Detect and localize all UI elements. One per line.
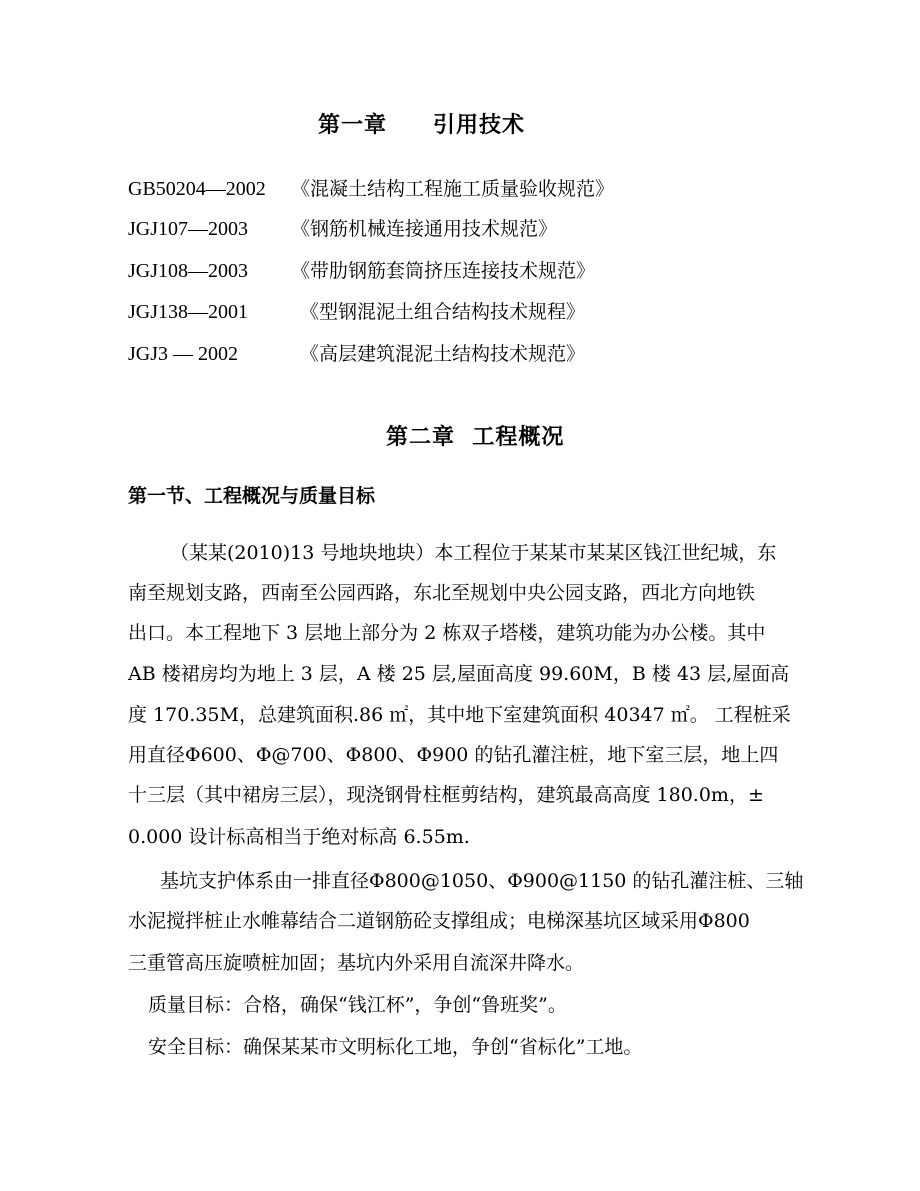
reference-title: 《混凝土结构工程施工质量验收规范》 bbox=[291, 178, 615, 200]
quality-goal: 质量目标：合格，确保“钱江杯”，争创“鲁班奖”。 bbox=[148, 994, 567, 1016]
safety-goal: 安全目标：确保某某市文明标化工地，争创“省标化”工地。 bbox=[148, 1036, 643, 1058]
reference-code: JGJ3 — 2002 bbox=[128, 343, 239, 365]
chapter-1-title: 第一章 引用技术 bbox=[318, 113, 526, 138]
section-1-title: 第一节、工程概况与质量目标 bbox=[128, 485, 376, 507]
reference-title: 《高层建筑混泥土结构技术规范》 bbox=[300, 343, 586, 365]
paragraph-1-line: 度 170.35M，总建筑面积.86 ㎡，其中地下室建筑面积 40347 ㎡。 工程桩采 bbox=[128, 704, 791, 726]
paragraph-1-line: 出口。本工程地下 3 层地上部分为 2 栋双子塔楼，建筑功能为办公楼。其中 bbox=[128, 622, 766, 644]
paragraph-1-line: 用直径Φ600、Φ@700、Φ800、Φ900 的钻孔灌注桩，地下室三层，地上四 bbox=[128, 744, 779, 766]
reference-code: JGJ107—2003 bbox=[128, 218, 249, 240]
paragraph-2-line: 水泥搅拌桩止水帷幕结合二道钢筋砼支撑组成；电梯深基坑区域采用Φ800 bbox=[128, 910, 750, 932]
reference-title: 《型钢混泥土组合结构技术规程》 bbox=[300, 301, 586, 323]
paragraph-1-line: AB 楼裙房均为地上 3 层，A 楼 25 层,屋面高度 99.60M，B 楼 43 层,屋面高 bbox=[128, 663, 790, 685]
paragraph-2-line: 三重管高压旋喷桩加固；基坑内外采用自流深井降水。 bbox=[128, 952, 585, 974]
paragraph-1-line: 南至规划支路，西南至公园西路，东北至规划中央公园支路，西北方向地铁 bbox=[128, 582, 756, 604]
chapter-2-title: 第二章 工程概况 bbox=[386, 425, 565, 450]
reference-code: JGJ108—2003 bbox=[128, 260, 249, 282]
reference-code: JGJ138—2001 bbox=[128, 301, 249, 323]
paragraph-2-line: 基坑支护体系由一排直径Φ800@1050、Φ900@1150 的钻孔灌注桩、三轴 bbox=[160, 870, 804, 892]
reference-code: GB50204—2002 bbox=[128, 178, 266, 200]
paragraph-1-line: 0.000 设计标高相当于绝对标高 6.55m. bbox=[128, 826, 470, 848]
paragraph-1-line: （某某(2010)13 号地块地块）本工程位于某某市某某区钱江世纪城，东 bbox=[170, 542, 777, 564]
paragraph-1-line: 十三层（其中裙房三层），现浇钢骨柱框剪结构，建筑最高高度 180.0m，± bbox=[128, 784, 764, 806]
reference-title: 《钢筋机械连接通用技术规范》 bbox=[291, 218, 558, 240]
reference-title: 《带肋钢筋套筒挤压连接技术规范》 bbox=[291, 260, 596, 282]
